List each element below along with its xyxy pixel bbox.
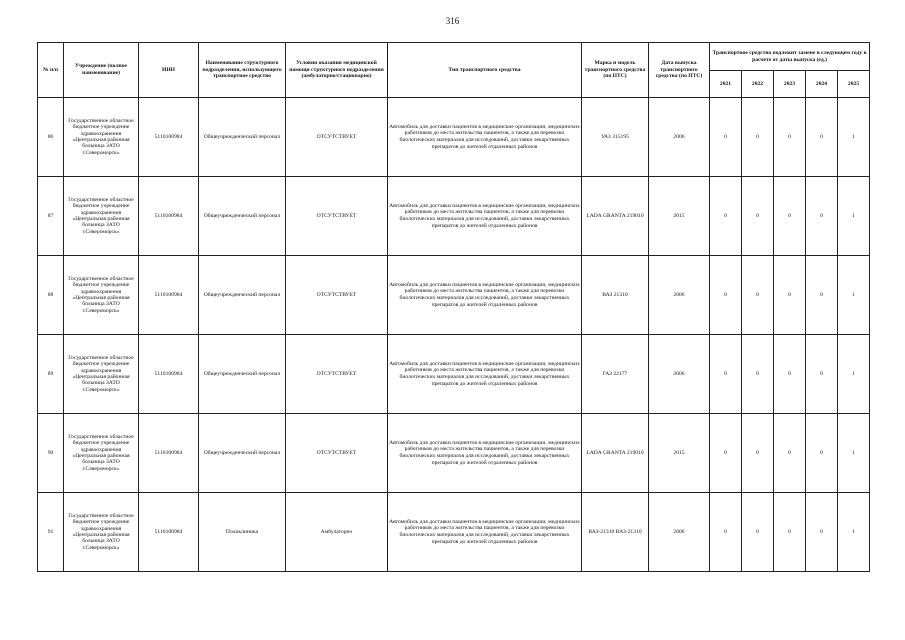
cell-org: Государственное областное бюджетное учреждение здравоохранения «Центральная районная больница ЗАТО г.Североморск» — [64, 177, 139, 256]
cell-year-value: 0 — [742, 414, 774, 493]
cell-conditions: Амбулаторно — [286, 493, 388, 572]
cell-brand: ВАЗ-21310 ВАЗ-21310 — [582, 493, 649, 572]
cell-brand: УАЗ 315195 — [582, 98, 649, 177]
cell-year-value: 0 — [806, 256, 838, 335]
header-year: 2022 — [742, 71, 774, 98]
cell-year-value: 0 — [806, 177, 838, 256]
cell-year-value: 0 — [774, 256, 806, 335]
cell-year-value: 0 — [742, 98, 774, 177]
cell-subdivision: Общеучрежденческий персонал — [199, 414, 286, 493]
cell-year-value: 0 — [742, 335, 774, 414]
vehicle-replacement-table — [37, 42, 870, 572]
cell-year-value: 0 — [774, 414, 806, 493]
cell-year-value: 0 — [806, 493, 838, 572]
header-issue-date: Дата выпуска транспортного средства (по ПТС) — [649, 43, 710, 98]
cell-inn: 5110100984 — [139, 414, 199, 493]
cell-subdivision: Общеучрежденческий персонал — [199, 335, 286, 414]
cell-issue-date: 2015 — [649, 177, 710, 256]
cell-subdivision: Общеучрежденческий персонал — [199, 98, 286, 177]
cell-vehicle-type: Автомобиль для доставки пациентов в медицинские организации, медицинских работников до места жительства пациентов, а также для перевозки биологических материалов для исследований, доставки лекарственных препаратов до жителей отдаленных районов — [388, 98, 582, 177]
cell-year-value: 0 — [710, 177, 742, 256]
header-year: 2024 — [806, 71, 838, 98]
cell-year-value: 0 — [710, 256, 742, 335]
header-year: 2023 — [774, 71, 806, 98]
cell-conditions: ОТСУТСТВУЕТ — [286, 256, 388, 335]
cell-year-value: 0 — [774, 493, 806, 572]
header-vehicle-type: Тип транспортного средства — [388, 43, 582, 98]
cell-subdivision: Общеучрежденческий персонал — [199, 177, 286, 256]
cell-year-value: 0 — [806, 335, 838, 414]
cell-brand: LADA GRANTA 219010 — [582, 414, 649, 493]
cell-vehicle-type: Автомобиль для доставки пациентов в медицинские организации, медицинских работников до места жительства пациентов, а также для перевозки биологических материалов для исследований, доставки лекарственных препаратов до жителей отдаленных районов — [388, 335, 582, 414]
cell-conditions: ОТСУТСТВУЕТ — [286, 414, 388, 493]
cell-year-value: 1 — [838, 493, 870, 572]
cell-year-value: 0 — [742, 256, 774, 335]
cell-inn: 5110100984 — [139, 493, 199, 572]
cell-inn: 5110100984 — [139, 177, 199, 256]
cell-year-value: 0 — [806, 98, 838, 177]
cell-year-value: 0 — [710, 98, 742, 177]
cell-issue-date: 2015 — [649, 414, 710, 493]
cell-vehicle-type: Автомобиль для доставки пациентов в медицинские организации, медицинских работников до места жительства пациентов, а также для перевозки биологических материалов для исследований, доставки лекарственных препаратов до жителей отдаленных районов — [388, 414, 582, 493]
header-replacement: Транспортное средство подлежит замене в следующем году в расчете от даты выпуска (ед.) — [710, 43, 870, 71]
cell-issue-date: 2006 — [649, 493, 710, 572]
cell-brand: ГАЗ 22177 — [582, 335, 649, 414]
cell-issue-date: 2006 — [649, 98, 710, 177]
cell-org: Государственное областное бюджетное учреждение здравоохранения «Центральная районная больница ЗАТО г.Североморск» — [64, 256, 139, 335]
cell-conditions: ОТСУТСТВУЕТ — [286, 177, 388, 256]
cell-inn: 5110100984 — [139, 98, 199, 177]
cell-year-value: 0 — [742, 177, 774, 256]
cell-num: 87 — [38, 177, 64, 256]
cell-num: 89 — [38, 335, 64, 414]
cell-year-value: 0 — [774, 177, 806, 256]
cell-subdivision: Общеучрежденческий персонал — [199, 256, 286, 335]
cell-inn: 5110100984 — [139, 256, 199, 335]
cell-conditions: ОТСУТСТВУЕТ — [286, 98, 388, 177]
header-brand: Марка и модель транспортного средства (по ПТС) — [582, 43, 649, 98]
cell-inn: 5110100984 — [139, 335, 199, 414]
cell-org: Государственное областное бюджетное учреждение здравоохранения «Центральная районная больница ЗАТО г.Североморск» — [64, 98, 139, 177]
table-row — [38, 414, 870, 493]
header-year: 2021 — [710, 71, 742, 98]
header-inn: ИНН — [139, 43, 199, 98]
cell-org: Государственное областное бюджетное учреждение здравоохранения «Центральная районная больница ЗАТО г.Североморск» — [64, 335, 139, 414]
header-conditions: Условия оказания медицинской помощи структурного подразделения (амбулаторно/стационарно) — [286, 43, 388, 98]
cell-org: Государственное областное бюджетное учреждение здравоохранения «Центральная районная больница ЗАТО г.Североморск» — [64, 414, 139, 493]
cell-vehicle-type: Автомобиль для доставки пациентов в медицинские организации, медицинских работников до места жительства пациентов, а также для перевозки биологических материалов для исследований, доставки лекарственных препаратов до жителей отдаленных районов — [388, 256, 582, 335]
cell-year-value: 0 — [742, 493, 774, 572]
cell-year-value: 0 — [774, 335, 806, 414]
cell-vehicle-type: Автомобиль для доставки пациентов в медицинские организации, медицинских работников до места жительства пациентов, а также для перевозки биологических материалов для исследований, доставки лекарственных препаратов до жителей отдаленных районов — [388, 493, 582, 572]
table-body — [38, 98, 870, 572]
cell-num: 88 — [38, 256, 64, 335]
table-row — [38, 493, 870, 572]
cell-vehicle-type: Автомобиль для доставки пациентов в медицинские организации, медицинских работников до места жительства пациентов, а также для перевозки биологических материалов для исследований, доставки лекарственных препаратов до жителей отдаленных районов — [388, 177, 582, 256]
cell-year-value: 1 — [838, 177, 870, 256]
cell-year-value: 0 — [710, 335, 742, 414]
table-row — [38, 256, 870, 335]
cell-issue-date: 2006 — [649, 256, 710, 335]
cell-year-value: 0 — [710, 493, 742, 572]
cell-num: 91 — [38, 493, 64, 572]
header-subdivision: Наименование структурного подразделения, использующего транспортное средство — [199, 43, 286, 98]
table-row — [38, 177, 870, 256]
page-number: 316 — [445, 16, 460, 26]
cell-org: Государственное областное бюджетное учреждение здравоохранения «Центральная районная больница ЗАТО г.Североморск» — [64, 493, 139, 572]
header-num: № п/п — [38, 43, 64, 98]
header-org: Учреждение (полное наименование) — [64, 43, 139, 98]
cell-num: 86 — [38, 98, 64, 177]
cell-year-value: 0 — [806, 414, 838, 493]
cell-year-value: 1 — [838, 256, 870, 335]
table-row — [38, 335, 870, 414]
cell-year-value: 1 — [838, 98, 870, 177]
cell-year-value: 1 — [838, 335, 870, 414]
cell-brand: LADA GRANTA 219010 — [582, 177, 649, 256]
cell-brand: ВАЗ 21310 — [582, 256, 649, 335]
cell-year-value: 1 — [838, 414, 870, 493]
cell-issue-date: 2006 — [649, 335, 710, 414]
cell-year-value: 0 — [774, 98, 806, 177]
cell-conditions: ОТСУТСТВУЕТ — [286, 335, 388, 414]
cell-year-value: 0 — [710, 414, 742, 493]
cell-subdivision: Поликлиника — [199, 493, 286, 572]
header-year: 2025 — [838, 71, 870, 98]
cell-num: 90 — [38, 414, 64, 493]
table-row — [38, 98, 870, 177]
table-header — [38, 43, 870, 98]
